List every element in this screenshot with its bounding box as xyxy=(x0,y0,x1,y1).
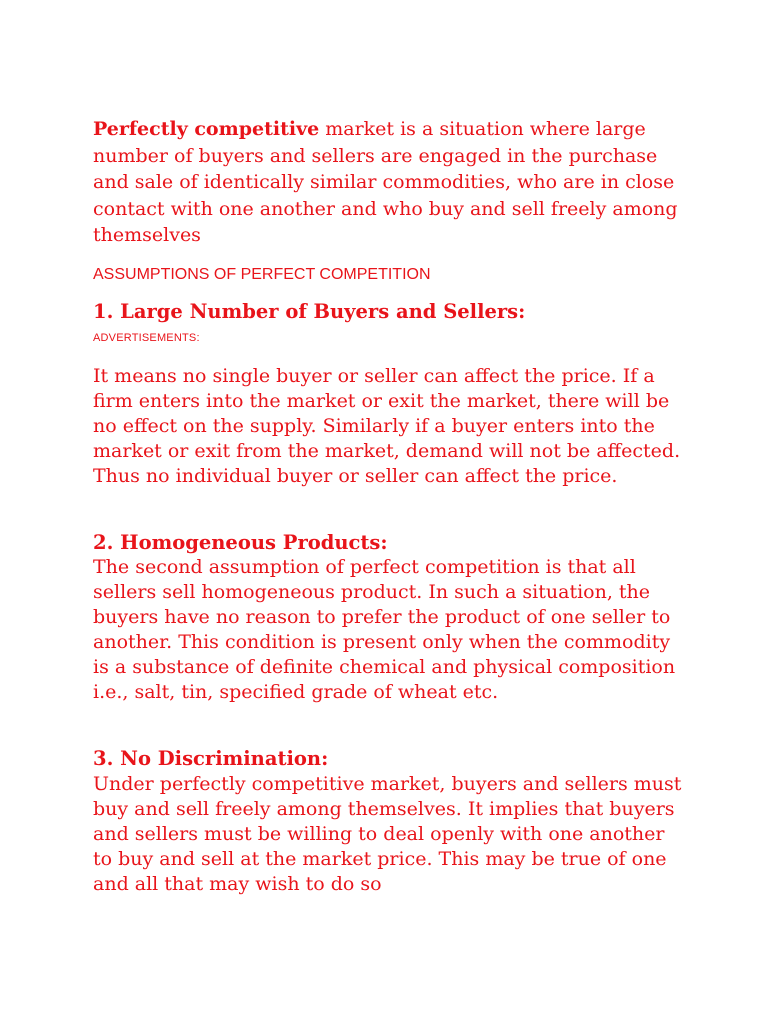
section-heading-no-discrimination: 3. No Discrimination: xyxy=(93,747,329,770)
document-page xyxy=(93,116,683,895)
assumptions-heading: ASSUMPTIONS OF PERFECT COMPETITION xyxy=(93,266,431,283)
section-heading-homogeneous: 2. Homogeneous Products: xyxy=(93,531,388,554)
section-body-large-number: It means no single buyer or seller can affect the price. If a firm enters into the market or exit the market, there will be no effect on the supply. Similarly if a buyer enters into the market or exit from the market, demand will not be affected. Thus no individual buyer or seller can affect the price. xyxy=(93,365,681,487)
advertisements-label: ADVERTISEMENTS: xyxy=(93,332,200,344)
intro-bold-lead: Perfectly competitive xyxy=(93,118,320,140)
section-body-no-discrimination: Under perfectly competitive market, buyers and sellers must buy and sell freely among themselves. It implies that buyers and sellers must be willing to deal openly with one another to buy and sell at the market price. This may be true of one and all that may wish to do so xyxy=(93,773,682,895)
intro-text: market is a situation where large number of buyers and sellers are engaged in the purchase and sale of identically similar commodities, who are in close contact with one another and who buy and sell freely among themselves xyxy=(93,118,678,246)
section-body-homogeneous: The second assumption of perfect competition is that all sellers sell homogeneous product. In such a situation, the buyers have no reason to prefer the product of one seller to another. This condition is present only when the commodity is a substance of definite chemical and physical composition i.e., salt, tin, specified grade of wheat etc. xyxy=(93,556,676,703)
intro-paragraph xyxy=(93,116,683,249)
section-heading-large-number: 1. Large Number of Buyers and Sellers: xyxy=(93,300,526,323)
